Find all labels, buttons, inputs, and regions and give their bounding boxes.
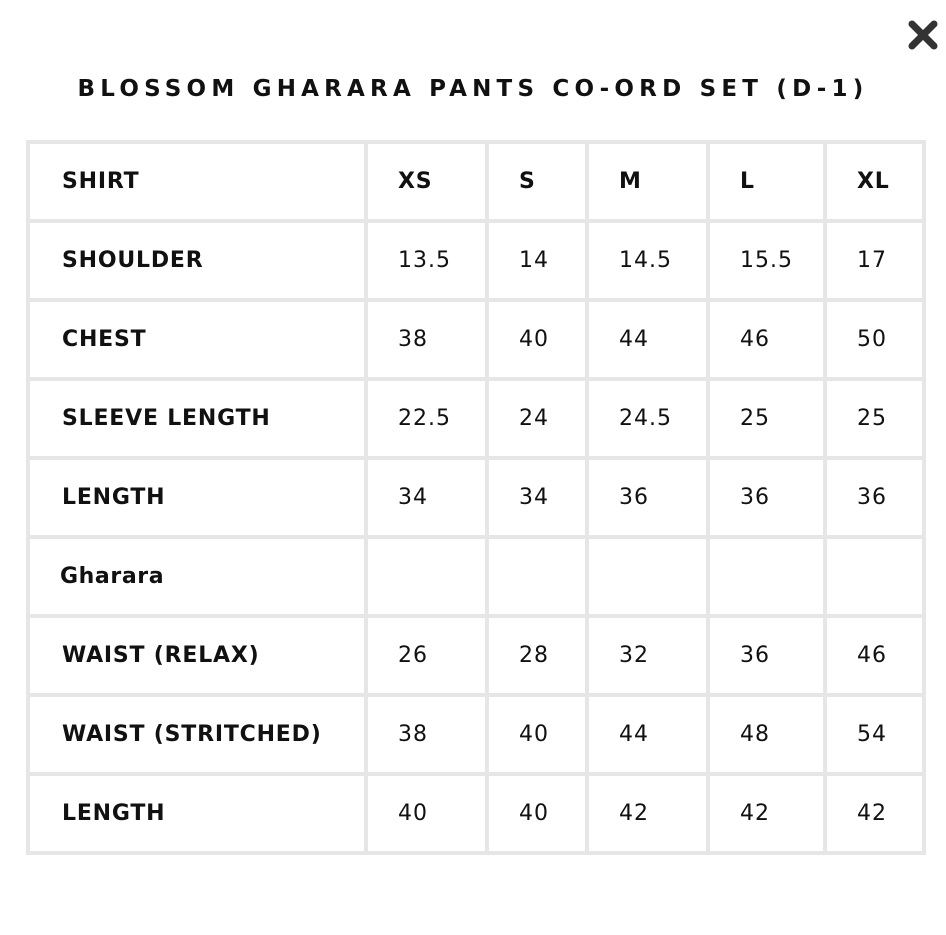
table-cell: 17 bbox=[825, 221, 924, 300]
table-row bbox=[28, 458, 924, 537]
size-header-s: S bbox=[487, 142, 587, 221]
table-cell: 34 bbox=[487, 458, 587, 537]
table-cell: 42 bbox=[587, 774, 708, 853]
table-cell: 28 bbox=[487, 616, 587, 695]
table-cell: 24 bbox=[487, 379, 587, 458]
table-cell: 32 bbox=[587, 616, 708, 695]
table-cell: 40 bbox=[487, 300, 587, 379]
table-cell bbox=[487, 537, 587, 616]
table-row bbox=[28, 221, 924, 300]
table-cell: 36 bbox=[587, 458, 708, 537]
table-cell: 22.5 bbox=[366, 379, 487, 458]
table-cell: 25 bbox=[708, 379, 825, 458]
row-label: SLEEVE LENGTH bbox=[28, 379, 366, 458]
table-cell: 38 bbox=[366, 300, 487, 379]
section-label: Gharara bbox=[28, 537, 366, 616]
table-cell: 36 bbox=[825, 458, 924, 537]
table-cell: 36 bbox=[708, 458, 825, 537]
size-header-xs: XS bbox=[366, 142, 487, 221]
table-cell: 54 bbox=[825, 695, 924, 774]
table-cell bbox=[708, 537, 825, 616]
size-header-l: L bbox=[708, 142, 825, 221]
table-cell: 36 bbox=[708, 616, 825, 695]
row-label: SHOULDER bbox=[28, 221, 366, 300]
table-cell bbox=[587, 537, 708, 616]
table-row bbox=[28, 695, 924, 774]
table-cell: 46 bbox=[708, 300, 825, 379]
table-cell: 40 bbox=[487, 774, 587, 853]
table-cell: 14 bbox=[487, 221, 587, 300]
table-cell: 15.5 bbox=[708, 221, 825, 300]
row-label: WAIST (RELAX) bbox=[28, 616, 366, 695]
table-header-row bbox=[28, 142, 924, 221]
table-cell: 48 bbox=[708, 695, 825, 774]
table-cell bbox=[825, 537, 924, 616]
table-cell: 44 bbox=[587, 300, 708, 379]
table-cell: 50 bbox=[825, 300, 924, 379]
table-row bbox=[28, 379, 924, 458]
row-label: WAIST (STRITCHED) bbox=[28, 695, 366, 774]
table-cell: 26 bbox=[366, 616, 487, 695]
table-row bbox=[28, 616, 924, 695]
row-label: LENGTH bbox=[28, 774, 366, 853]
table-section-row bbox=[28, 537, 924, 616]
page-title: BLOSSOM GHARARA PANTS CO-ORD SET (D-1) bbox=[77, 76, 869, 102]
table-row bbox=[28, 300, 924, 379]
table-cell: 44 bbox=[587, 695, 708, 774]
size-chart-table bbox=[26, 140, 926, 855]
table-cell: 42 bbox=[708, 774, 825, 853]
table-cell bbox=[366, 537, 487, 616]
table-row bbox=[28, 774, 924, 853]
size-header-xl: XL bbox=[825, 142, 924, 221]
table-cell: 25 bbox=[825, 379, 924, 458]
table-cell: 40 bbox=[366, 774, 487, 853]
table-cell: 38 bbox=[366, 695, 487, 774]
table-cell: 14.5 bbox=[587, 221, 708, 300]
table-cell: 42 bbox=[825, 774, 924, 853]
close-button[interactable] bbox=[904, 16, 942, 54]
table-cell: 46 bbox=[825, 616, 924, 695]
table-cell: 34 bbox=[366, 458, 487, 537]
size-header-m: M bbox=[587, 142, 708, 221]
table-cell: 40 bbox=[487, 695, 587, 774]
close-icon bbox=[904, 16, 942, 54]
row-label: CHEST bbox=[28, 300, 366, 379]
row-label: LENGTH bbox=[28, 458, 366, 537]
table-cell: 24.5 bbox=[587, 379, 708, 458]
header-label: SHIRT bbox=[28, 142, 366, 221]
table-cell: 13.5 bbox=[366, 221, 487, 300]
